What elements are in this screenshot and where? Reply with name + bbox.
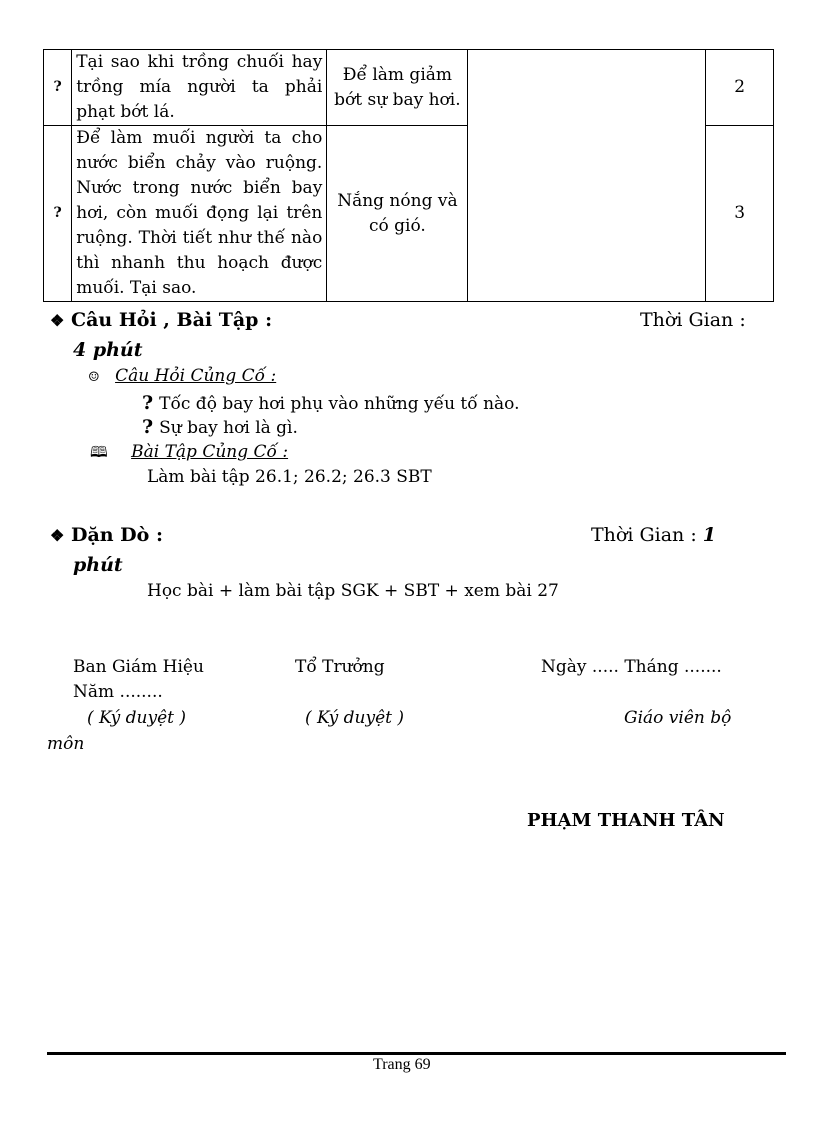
board-label: Ban Giám Hiệu — [73, 657, 204, 677]
question-text: Sự bay hơi là gì. — [159, 418, 298, 438]
time-number: 1 — [702, 524, 717, 546]
list-item — [142, 392, 520, 414]
time-label — [591, 524, 716, 546]
list-item — [142, 416, 298, 438]
time-value: 4 phút — [73, 339, 143, 361]
number-cell: 3 — [706, 126, 774, 302]
question-text: Tốc độ bay hơi phụ vào những yếu tố nào. — [159, 394, 520, 414]
time-label: Thời Gian : — [640, 309, 746, 331]
teacher-name: PHẠM THANH TÂN — [527, 810, 725, 831]
exercise-heading — [90, 442, 288, 467]
table-row — [44, 50, 774, 126]
sign-note: ( Ký duyệt ) — [87, 708, 187, 728]
question-mark-icon: ? — [142, 416, 154, 438]
date-label: Ngày ..... Tháng ....... — [541, 657, 722, 677]
answer-cell: Để làm giảm bớt sự bay hơi. — [327, 50, 468, 126]
teacher-label: Giáo viên bộ — [624, 708, 732, 728]
review-heading — [88, 366, 276, 386]
smiley-icon: ☺ — [88, 370, 100, 385]
time-unit: phút — [73, 554, 123, 576]
section-heading — [50, 309, 272, 331]
answer-cell: Nắng nóng và có gió. — [327, 126, 468, 302]
page-number: Trang 69 — [373, 1056, 431, 1073]
footer-divider — [47, 1052, 786, 1055]
question-cell: Để làm muối người ta cho nước biển chảy vào ruộng. Nước trong nước biển bay hơi, còn muối đọng lại trên ruộng. Thời tiết như thế nào thì nhanh thu hoạch được muối. Tại sao. — [72, 126, 327, 302]
exercise-text: Làm bài tập 26.1; 26.2; 26.3 SBT — [147, 467, 432, 487]
section-heading — [50, 524, 163, 546]
number-cell: 2 — [706, 50, 774, 126]
question-mark-icon: ? — [44, 126, 72, 302]
question-table — [43, 49, 774, 302]
section-title: Câu Hỏi , Bài Tập : — [70, 309, 273, 331]
question-mark-icon: ? — [142, 392, 154, 414]
book-icon: 🕮 — [90, 443, 108, 461]
sign-note: ( Ký duyệt ) — [305, 708, 405, 728]
question-mark-icon: ? — [44, 50, 72, 126]
section-title: Dặn Dò : — [70, 524, 163, 546]
diamond-bullet-icon: ❖ — [50, 311, 65, 330]
exercise-title: Bài Tập Củng Cố : — [131, 442, 289, 462]
question-cell: Tại sao khi trồng chuối hay trồng mía người ta phải phạt bớt lá. — [72, 50, 327, 126]
homework-text: Học bài + làm bài tập SGK + SBT + xem bài 27 — [147, 581, 559, 601]
diamond-bullet-icon: ❖ — [50, 526, 65, 545]
review-title: Câu Hỏi Củng Cố : — [115, 366, 277, 386]
empty-cell — [468, 50, 706, 302]
year-label: Năm ........ — [73, 682, 163, 702]
head-label: Tổ Trưởng — [295, 657, 385, 677]
time-label-text: Thời Gian : — [591, 524, 697, 546]
teacher-label-cont: môn — [47, 734, 85, 754]
